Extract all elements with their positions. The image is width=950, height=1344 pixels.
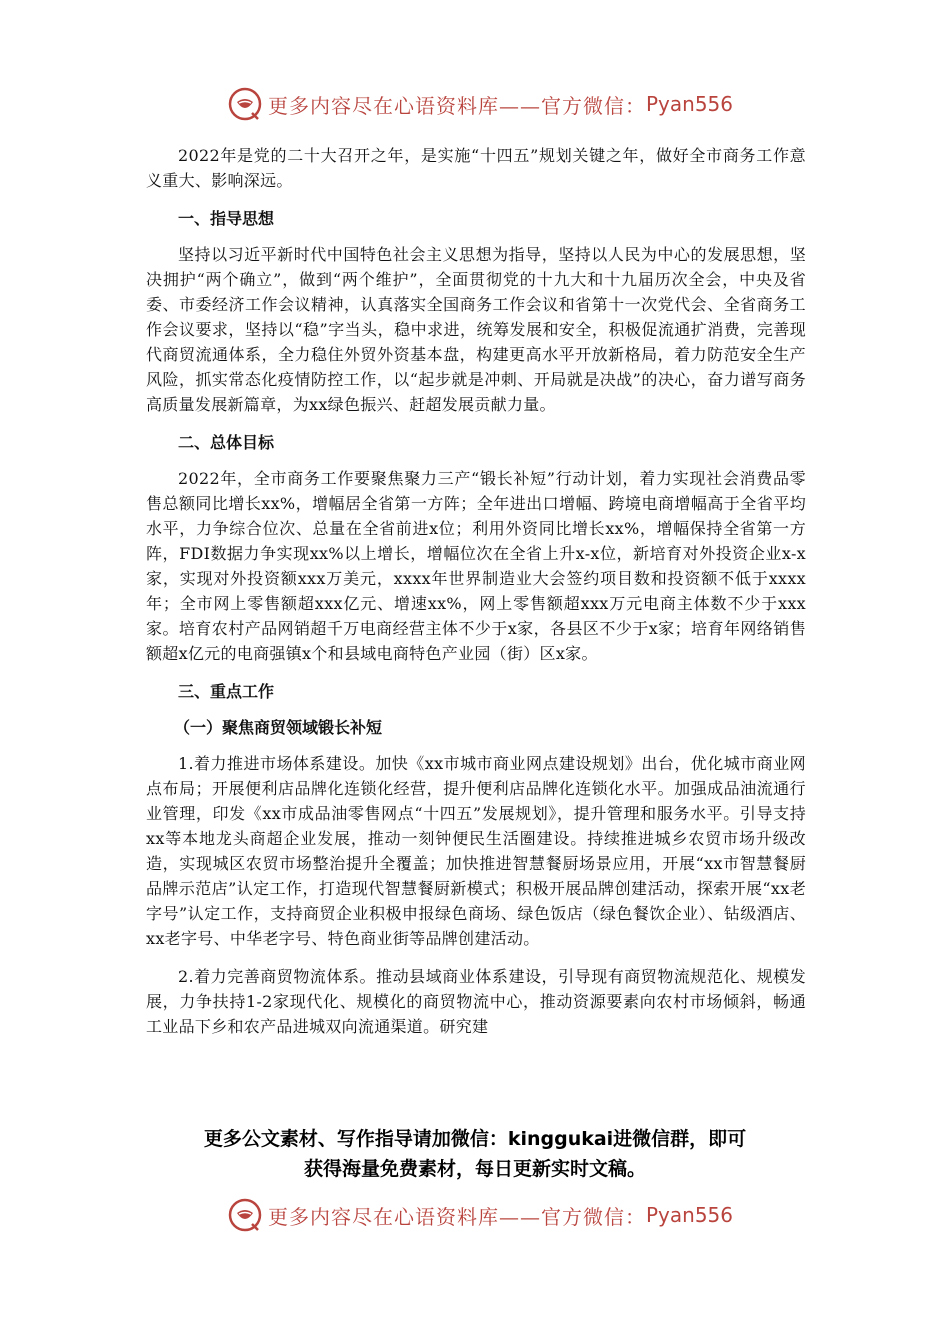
- logistics-system-paragraph: 2.着力完善商贸物流体系。推动县域商业体系建设，引导现有商贸物流规范化、规模发展，力争扶持1-2家现代化、规模化的商贸物流中心，推动资源要素向农村市场倾斜，畅通工业品下乡和农产品进城双向流通渠道。研究建: [146, 967, 806, 1036]
- top-watermark-banner: [228, 84, 734, 124]
- promo-notice: [120, 1124, 830, 1184]
- section-heading-key-work: 三、重点工作: [178, 682, 275, 701]
- intro-paragraph: 2022年是党的二十大召开之年，是实施“十四五”规划关键之年，做好全市商务工作意义重大、影响深远。: [146, 146, 806, 190]
- red-mouth-logo-icon: [228, 1198, 262, 1232]
- section-heading-guiding-thought: 一、指导思想: [178, 209, 275, 228]
- section-heading-overall-goals: 二、总体目标: [178, 433, 275, 452]
- subsection-heading-commerce: （一）聚焦商贸领域锻长补短: [174, 718, 383, 737]
- guiding-thought-paragraph: 坚持以习近平新时代中国特色社会主义思想为指导，坚持以人民为中心的发展思想，坚决拥护“两个确立”，做到“两个维护”，全面贯彻党的十九大和十九届历次全会，中央及省委、市委经济工作会议精神，认真落实全国商务工作会议和省第十一次党代会、全省商务工作会议要求，坚持以“稳”字当头，稳中求进，统筹发展和安全，积极促流通扩消费，完善现代商贸流通体系，全力稳住外贸外资基本盘，构建更高水平开放新格局，着力防范安全生产风险，抓实常态化疫情防控工作，以“起步就是冲刺、开局就是决战”的决心，奋力谱写商务高质量发展新篇章，为xx绿色振兴、赶超发展贡献力量。: [146, 245, 806, 414]
- document-body: [146, 143, 806, 1039]
- watermark-wechat-id: Pyan556: [646, 92, 734, 116]
- watermark-wechat-id: Pyan556: [646, 1203, 734, 1227]
- promo-line-2: 获得海量免费素材，每日更新实时文稿。: [303, 1158, 646, 1180]
- watermark-slogan: 更多内容尽在心语资料库——官方微信：: [268, 1204, 646, 1229]
- market-system-paragraph: 1.着力推进市场体系建设。加快《xx市城市商业网点建设规划》出台，优化城市商业网点布局；开展便利店品牌化连锁化经营，提升便利店品牌化连锁化水平。加强成品油流通行业管理，印发《xx市成品油零售网点“十四五”发展规划》，提升管理和服务水平。引导支持xx等本地龙头商超企业发展，推动一刻钟便民生活圈建设。持续推进城乡农贸市场升级改造，实现城区农贸市场整治提升全覆盖；加快推进智慧餐厨场景应用，开展“xx市智慧餐厨品牌示范店”认定工作，打造现代智慧餐厨新模式；积极开展品牌创建活动，探索开展“xx老字号”认定工作，支持商贸企业积极申报绿色商场、绿色饭店（绿色餐饮企业）、钻级酒店、xx老字号、中华老字号、特色商业街等品牌创建活动。: [146, 754, 806, 948]
- overall-goals-paragraph: 2022年，全市商务工作要聚焦聚力三产“锻长补短”行动计划，着力实现社会消费品零售总额同比增长xx%，增幅居全省第一方阵；全年进出口增幅、跨境电商增幅高于全省平均水平，力争综合位次、总量在全省前进x位；利用外资同比增长xx%，增幅保持全省第一方阵，FDI数据力争实现xx%以上增长，增幅位次在全省上升x-x位，新培育对外投资企业x-x家，实现对外投资额xxx万美元，xxxx年世界制造业大会签约项目数和投资额不低于xxxx年；全市网上零售额超xxx亿元、增速xx%，网上零售额超xxx万元电商主体数不少于xxx家。培育农村产品网销超千万电商经营主体不少于x家，各县区不少于x家；培育年网络销售额超x亿元的电商强镇x个和县域电商特色产业园（街）区x家。: [146, 469, 806, 663]
- bottom-watermark-banner: [228, 1195, 734, 1235]
- watermark-slogan: 更多内容尽在心语资料库——官方微信：: [268, 93, 646, 118]
- red-mouth-logo-icon: [228, 87, 262, 121]
- promo-line-1: 更多公文素材、写作指导请加微信：kinggukai进微信群，即可: [203, 1128, 747, 1150]
